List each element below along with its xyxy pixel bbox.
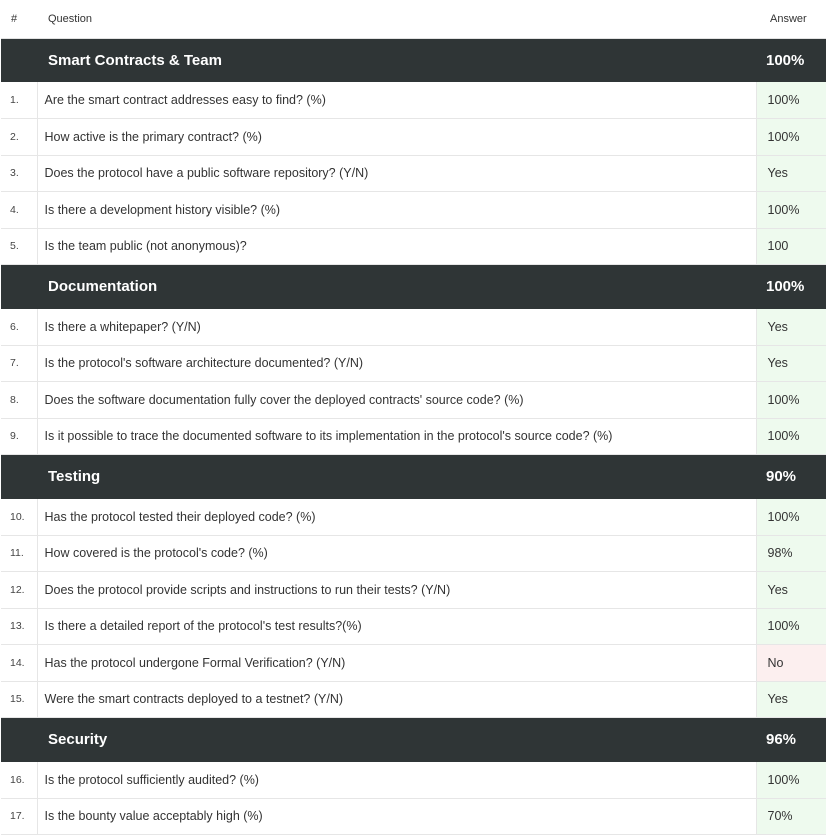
answer-cell: Yes xyxy=(756,681,826,718)
answer-cell: Yes xyxy=(756,309,826,346)
section-spacer xyxy=(1,455,37,499)
question-text: Does the software documentation fully cover the deployed contracts' source code? (%) xyxy=(37,382,756,419)
table-row xyxy=(1,309,826,346)
table-row xyxy=(1,645,826,682)
table-row xyxy=(1,535,826,572)
answer-cell: 100 xyxy=(756,228,826,265)
question-text: Is it possible to trace the documented software to its implementation in the protocol's source code? (%) xyxy=(37,418,756,455)
table-row xyxy=(1,228,826,265)
question-text: Has the protocol undergone Formal Verification? (Y/N) xyxy=(37,645,756,682)
question-text: Are the smart contract addresses easy to find? (%) xyxy=(37,82,756,119)
question-number: 14. xyxy=(1,645,37,682)
question-text: Is the protocol sufficiently audited? (%) xyxy=(37,762,756,799)
answer-cell: 70% xyxy=(756,798,826,835)
table-body xyxy=(1,38,826,835)
question-number: 12. xyxy=(1,572,37,609)
section-title: Smart Contracts & Team xyxy=(37,38,756,82)
answer-cell: Yes xyxy=(756,155,826,192)
question-number: 15. xyxy=(1,681,37,718)
question-number: 16. xyxy=(1,762,37,799)
answer-cell: 98% xyxy=(756,535,826,572)
header-num: # xyxy=(1,0,37,38)
section-header-row xyxy=(1,455,826,499)
table-row xyxy=(1,762,826,799)
question-text: Is there a whitepaper? (Y/N) xyxy=(37,309,756,346)
answer-cell: 100% xyxy=(756,608,826,645)
section-score: 100% xyxy=(756,38,826,82)
question-text: Has the protocol tested their deployed code? (%) xyxy=(37,499,756,536)
answer-cell: 100% xyxy=(756,762,826,799)
header-question: Question xyxy=(37,0,756,38)
question-text: Were the smart contracts deployed to a testnet? (Y/N) xyxy=(37,681,756,718)
table-header xyxy=(1,0,826,38)
question-text: Does the protocol have a public software repository? (Y/N) xyxy=(37,155,756,192)
section-spacer xyxy=(1,265,37,309)
question-text: How covered is the protocol's code? (%) xyxy=(37,535,756,572)
question-text: Is the bounty value acceptably high (%) xyxy=(37,798,756,835)
answer-cell: 100% xyxy=(756,499,826,536)
table-row xyxy=(1,572,826,609)
question-text: Is the protocol's software architecture documented? (Y/N) xyxy=(37,345,756,382)
question-text: Is there a detailed report of the protocol's test results?(%) xyxy=(37,608,756,645)
table-row xyxy=(1,681,826,718)
answer-cell: 100% xyxy=(756,382,826,419)
section-header-row xyxy=(1,38,826,82)
section-header-row xyxy=(1,718,826,762)
section-title: Documentation xyxy=(37,265,756,309)
answer-cell: Yes xyxy=(756,572,826,609)
answer-cell: 100% xyxy=(756,418,826,455)
question-number: 8. xyxy=(1,382,37,419)
question-number: 6. xyxy=(1,309,37,346)
question-number: 11. xyxy=(1,535,37,572)
question-number: 1. xyxy=(1,82,37,119)
question-number: 9. xyxy=(1,418,37,455)
answer-cell: 100% xyxy=(756,82,826,119)
table-row xyxy=(1,345,826,382)
question-number: 2. xyxy=(1,119,37,156)
table-row xyxy=(1,418,826,455)
question-number: 7. xyxy=(1,345,37,382)
question-text: Is the team public (not anonymous)? xyxy=(37,228,756,265)
answer-cell: 100% xyxy=(756,119,826,156)
answer-cell: 100% xyxy=(756,192,826,229)
question-text: How active is the primary contract? (%) xyxy=(37,119,756,156)
question-number: 10. xyxy=(1,499,37,536)
header-answer: Answer xyxy=(756,0,826,38)
question-text: Is there a development history visible? (%) xyxy=(37,192,756,229)
table-row xyxy=(1,798,826,835)
section-spacer xyxy=(1,38,37,82)
answer-cell: No xyxy=(756,645,826,682)
review-table xyxy=(1,0,826,835)
question-number: 3. xyxy=(1,155,37,192)
table-row xyxy=(1,382,826,419)
section-score: 100% xyxy=(756,265,826,309)
section-title: Testing xyxy=(37,455,756,499)
section-header-row xyxy=(1,265,826,309)
question-text: Does the protocol provide scripts and instructions to run their tests? (Y/N) xyxy=(37,572,756,609)
section-title: Security xyxy=(37,718,756,762)
table-row xyxy=(1,119,826,156)
section-score: 90% xyxy=(756,455,826,499)
table-row xyxy=(1,608,826,645)
question-number: 13. xyxy=(1,608,37,645)
question-number: 5. xyxy=(1,228,37,265)
table-row xyxy=(1,499,826,536)
question-number: 17. xyxy=(1,798,37,835)
table-row xyxy=(1,82,826,119)
table-row xyxy=(1,192,826,229)
section-score: 96% xyxy=(756,718,826,762)
table-row xyxy=(1,155,826,192)
question-number: 4. xyxy=(1,192,37,229)
section-spacer xyxy=(1,718,37,762)
answer-cell: Yes xyxy=(756,345,826,382)
